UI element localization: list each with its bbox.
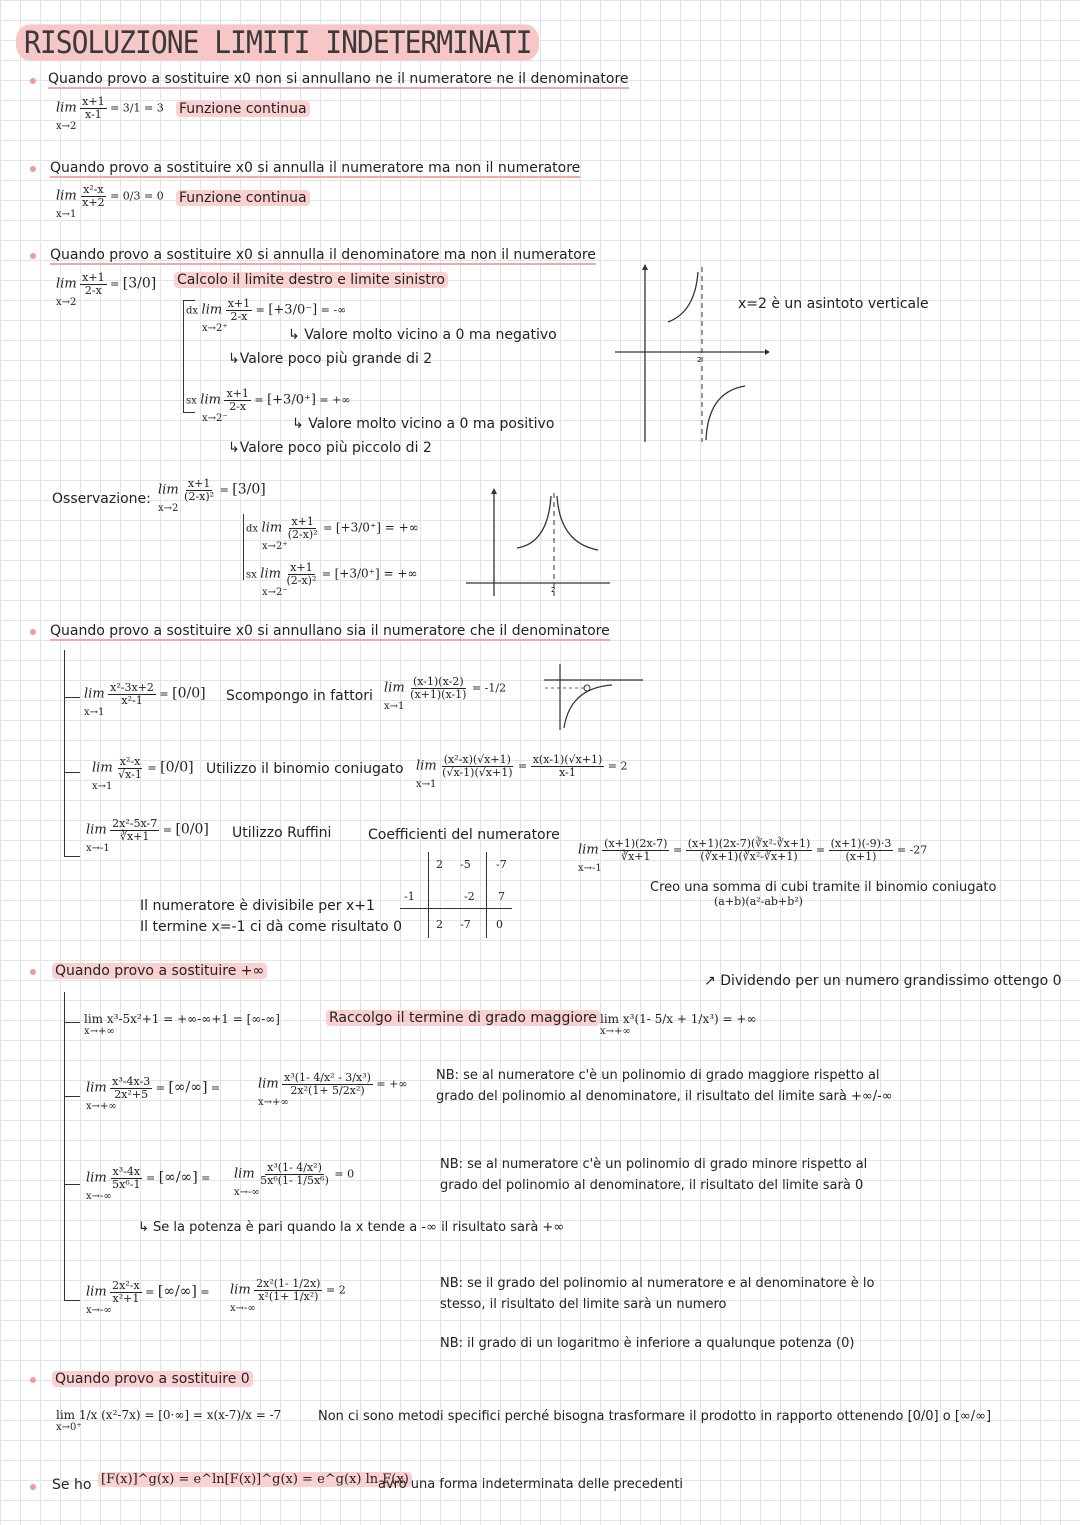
asymptote-label: x=2 è un asintoto verticale	[738, 296, 929, 312]
nb1-a: NB: se al numeratore c'è un polinomio di grado maggiore rispetto al	[436, 1068, 880, 1083]
s5-a-result: lim x³(1- 5/x + 1/x³) = +∞ x→+∞	[600, 1012, 757, 1037]
nb3-a: NB: se il grado del polinomio al numeratore e al denominatore è lo	[440, 1276, 875, 1291]
s3-right-note2: ↳Valore poco più grande di 2	[228, 351, 433, 367]
s5-heading: Quando provo a sostituire +∞	[52, 963, 267, 979]
nb3-b: stesso, il risultato del limite sarà un numero	[440, 1297, 727, 1312]
s6-note: Non ci sono metodi specifici perché bisogna trasformare il prodotto in rapporto ottenendo [0/0] o [∞/∞]	[318, 1409, 992, 1424]
s4-b-limit: lim $\frac{\text{x²-x}}{√x-1}$ = [0/0] x→1	[92, 755, 194, 792]
nb1-b: grado del polinomio al denominatore, il risultato del limite sarà +∞/-∞	[436, 1089, 893, 1104]
s4-a-note: Scompongo in fattori	[226, 688, 373, 704]
s3-right-limit: dx lim $\frac{x+1}{2-x}$ = [+3/0⁻] = -∞ x→2⁺	[186, 297, 347, 334]
s3-left-limit: sx lim $\frac{x+1}{2-x}$ = [+3/0⁺] = +∞ x→2⁻	[186, 387, 351, 424]
s4-c-note: Utilizzo Ruffini	[232, 825, 332, 841]
s1-heading: Quando provo a sostituire x0 non si annullano ne il numeratore ne il denominatore	[48, 71, 629, 87]
asymptote-graph	[610, 262, 770, 447]
s5-b-limit: lim $\frac{\text{x³-4x-3}}{\text{2x²+5}}$ = [∞/∞] = x→+∞	[86, 1075, 221, 1112]
obs-left-limit: sx lim $\frac{x+1}{\text{(2-x)²}}$ = [+3/0⁺] = +∞ x→2⁻	[246, 561, 418, 598]
s3-limit: lim $\frac{x+1}{2-x}$ = [3/0] x→2	[56, 271, 157, 308]
s2-note: Funzione continua	[176, 190, 310, 206]
s3-left-note1: ↳ Valore molto vicino a 0 ma positivo	[292, 416, 555, 432]
bullet	[30, 253, 36, 259]
s7-expr: [F(x)]^g(x) = e^ln[F(x)]^g(x) = e^g(x) ln F(x)	[98, 1472, 412, 1487]
s3-note: Calcolo il limite destro e limite sinistro	[174, 272, 448, 288]
s3-heading: Quando provo a sostituire x0 si annulla il denominatore ma non il numeratore	[50, 247, 596, 263]
s5-d-result: lim $\frac{\text{2x²(1- 1/2x)}}{\text{x²(1+ 1/x²)}}$ = 2 x→-∞	[230, 1277, 346, 1314]
bullet	[30, 629, 36, 635]
s4-b-note: Utilizzo il binomio coniugato	[206, 761, 404, 777]
div-note1: Il numeratore è divisibile per x+1	[140, 898, 375, 914]
s1-note: Funzione continua	[176, 101, 310, 117]
s5-a-limit: lim x³-5x²+1 = +∞-∞+1 = [∞-∞] x→+∞	[84, 1012, 280, 1037]
s7-label: Se ho	[52, 1477, 92, 1493]
s5-b-result: lim $\frac{\text{x³(1- 4/x² - 3/x³)}}{\text{2x²(1+ 5/2x²)}}$ = +∞ x→+∞	[258, 1071, 408, 1108]
graph-tick: 2	[697, 356, 702, 364]
s2-limit: lim $\frac{\text{x²-x}}{x+2}$ = 0/3 = 0 x→1	[56, 183, 164, 220]
page-title: RISOLUZIONE LIMITI INDETERMINATI	[16, 24, 539, 60]
s6-limit: lim 1/x (x²-7x) = [0·∞] = x(x-7)/x = -7 x→0⁺	[56, 1408, 282, 1433]
s5-div-note: ↗ Dividendo per un numero grandissimo ottengo 0	[704, 973, 1062, 989]
obs-limit: lim $\frac{x+1}{\text{(2-x)²}}$ = [3/0] x→2	[158, 477, 266, 514]
cubi-formula: (a+b)(a²-ab+b²)	[714, 895, 803, 908]
nb2-a: NB: se al numeratore c'è un polinomio di grado minore rispetto al	[440, 1157, 868, 1172]
s4-c-result: lim $\frac{(x+1)(2x-7)}{∛x+1}$ = $\frac{\text{(x+1)(2x-7)(∛x²-∛x+1)}}{\text{(∛x+1)(∛x²-∛x+1)}}$ = $\frac{(x+1)(-9)\cdot 3}{(x+1)}$ = -27 x→-1	[578, 837, 928, 874]
obs-label: Osservazione:	[52, 491, 151, 507]
coef-label: Coefficienti del numeratore	[368, 827, 560, 843]
cubi-note: Creo una somma di cubi tramite il binomio coniugato	[650, 880, 997, 895]
bullet	[30, 166, 36, 172]
nb2-b: grado del polinomio al denominatore, il risultato del limite sarà 0	[440, 1178, 864, 1193]
s7-note: avrò una forma indeterminata delle precedenti	[378, 1477, 684, 1492]
s4-a-result: lim $\frac{(x-1)(x-2)}{(x+1)(x-1)}$ = -1/2 x→1	[384, 675, 507, 712]
graph-tick: 2	[551, 586, 556, 594]
s4-b-result: lim $\frac{\text{(x²-x)(√x+1)}}{(√x-1)(√x+1)}$ = $\frac{x(x-1)(√x+1)}{x-1}$ = 2 x→1	[416, 753, 628, 790]
nb4: NB: il grado di un logaritmo è inferiore a qualunque potenza (0)	[440, 1336, 855, 1351]
s4-c-limit: lim $\frac{\text{2x²-5x-7}}{∛x+1}$ = [0/0] x→-1	[86, 817, 209, 854]
bullet	[30, 1377, 36, 1383]
bullet	[30, 1484, 36, 1490]
s4-a-limit: lim $\frac{\text{x²-3x+2}}{\text{x²-1}}$ = [0/0] x→1	[84, 681, 206, 718]
s5-a-note: Raccolgo il termine di grado maggiore	[326, 1010, 600, 1026]
bullet	[30, 78, 36, 84]
s5-c-limit: lim $\frac{\text{x³-4x}}{\text{5x⁶-1}}$ = [∞/∞] = x→-∞	[86, 1165, 211, 1202]
s4-small-graph	[540, 660, 645, 732]
s1-limit: lim $\frac{x+1}{x-1}$ = 3/1 = 3 x→2	[56, 95, 164, 132]
s5-d-limit: lim $\frac{\text{2x²-x}}{\text{x²+1}}$ = [∞/∞] = x→-∞	[86, 1279, 210, 1316]
observation-graph	[462, 488, 612, 598]
pari-note: ↳ Se la potenza è pari quando la x tende a -∞ il risultato sarà +∞	[138, 1220, 565, 1235]
s3-right-note1: ↳ Valore molto vicino a 0 ma negativo	[288, 327, 557, 343]
ruffini-table: 2 -5 -7 -1 -2 7 2 -7 0	[400, 852, 530, 942]
div-note2: Il termine x=-1 ci dà come risultato 0	[140, 919, 403, 935]
s2-heading: Quando provo a sostituire x0 si annulla il numeratore ma non il numeratore	[50, 160, 581, 176]
s5-c-result: lim $\frac{\text{x³(1- 4/x²)}}{\text{5x⁶(1- 1/5x⁶)}}$ = 0 x→-∞	[234, 1161, 355, 1198]
s4-heading: Quando provo a sostituire x0 si annullano sia il numeratore che il denominatore	[50, 623, 610, 639]
obs-right-limit: dx lim $\frac{x+1}{\text{(2-x)²}}$ = [+3/0⁺] = +∞ x→2⁺	[246, 515, 419, 552]
s3-left-note2: ↳Valore poco più piccolo di 2	[228, 440, 432, 456]
bullet	[30, 969, 36, 975]
s6-heading: Quando provo a sostituire 0	[52, 1371, 253, 1387]
